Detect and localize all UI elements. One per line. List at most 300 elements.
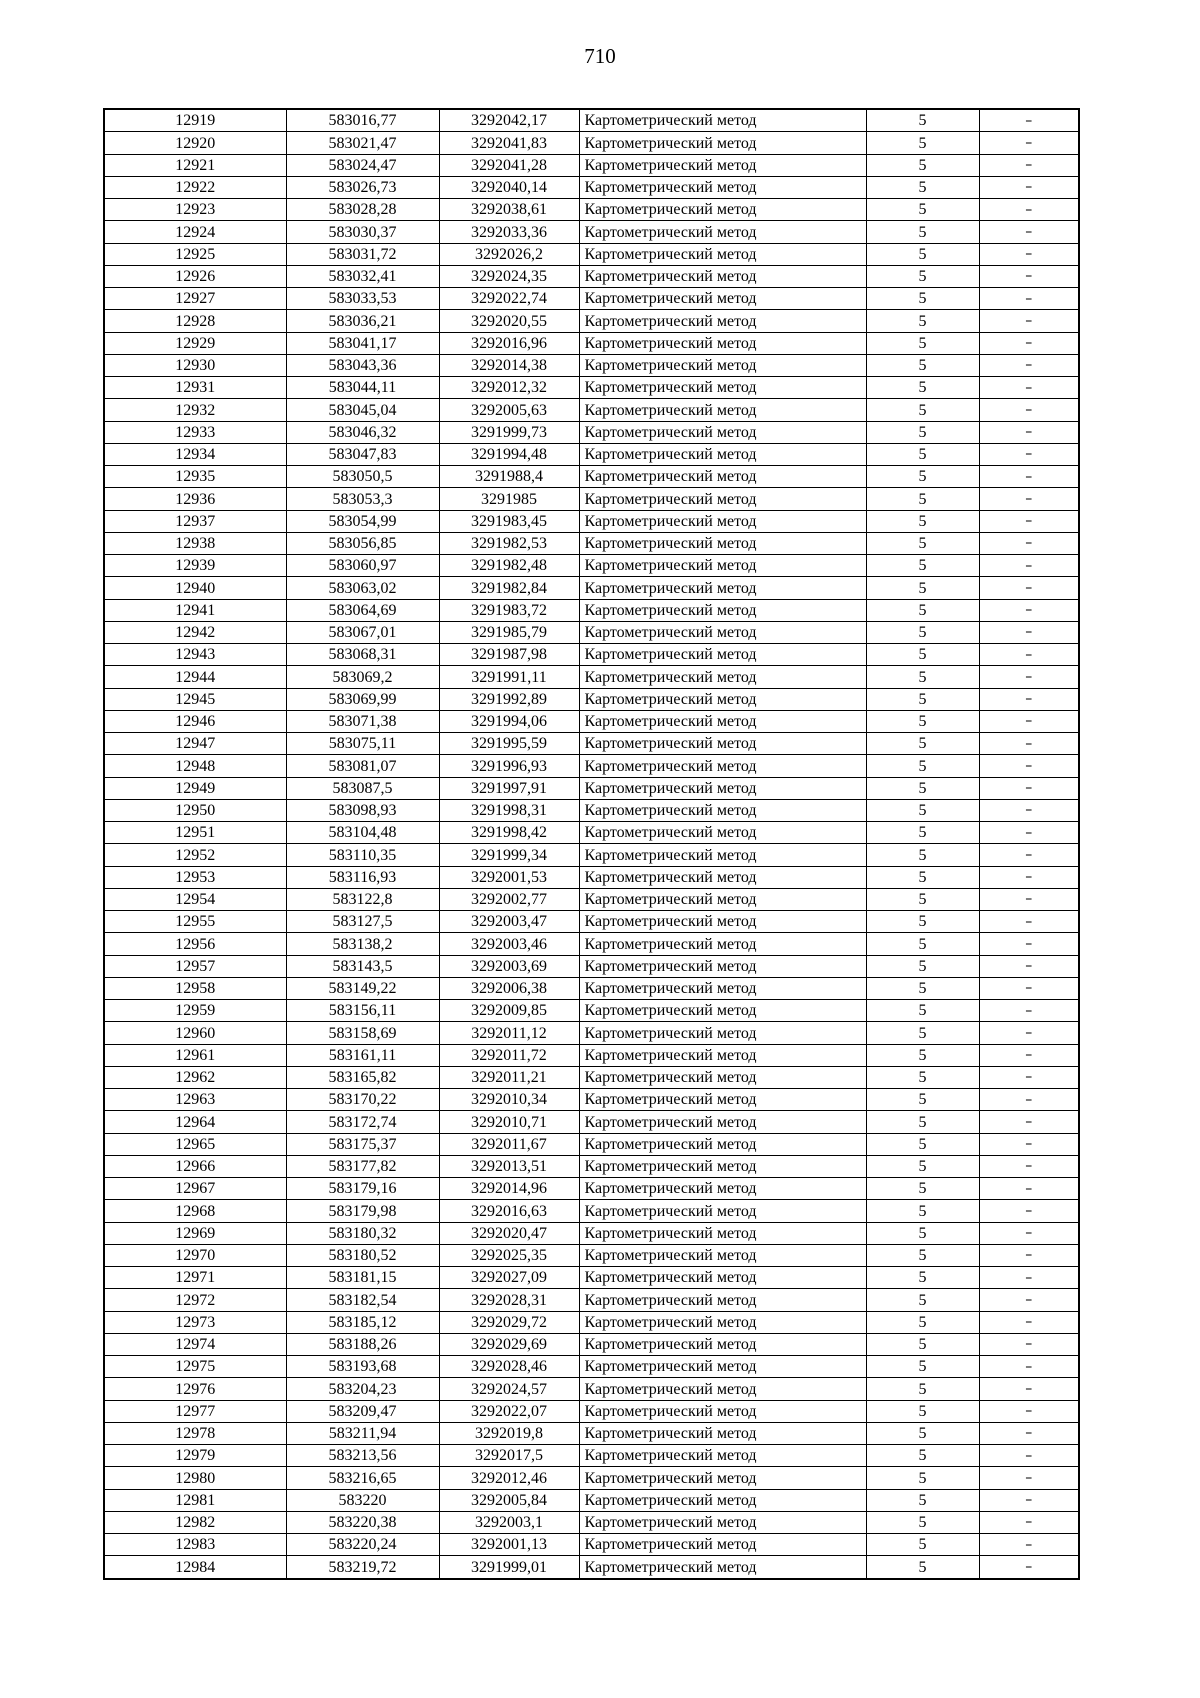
method-cell: Картометрический метод bbox=[579, 888, 866, 910]
method-cell: Картометрический метод bbox=[579, 710, 866, 732]
note-cell: – bbox=[979, 1511, 1079, 1533]
accuracy-cell: 5 bbox=[866, 621, 979, 643]
point-number-cell: 12975 bbox=[104, 1356, 286, 1378]
point-number-cell: 12965 bbox=[104, 1133, 286, 1155]
accuracy-cell: 5 bbox=[866, 1534, 979, 1556]
table-body bbox=[104, 109, 1079, 1579]
method-cell: Картометрический метод bbox=[579, 666, 866, 688]
method-cell: Картометрический метод bbox=[579, 310, 866, 332]
note-cell: – bbox=[979, 1356, 1079, 1378]
method-cell: Картометрический метод bbox=[579, 1089, 866, 1111]
point-number-cell: 12922 bbox=[104, 176, 286, 198]
note-cell: – bbox=[979, 221, 1079, 243]
method-cell: Картометрический метод bbox=[579, 977, 866, 999]
x-coordinate-cell: 583043,36 bbox=[286, 354, 439, 376]
y-coordinate-cell: 3291982,84 bbox=[439, 577, 579, 599]
accuracy-cell: 5 bbox=[866, 1267, 979, 1289]
y-coordinate-cell: 3292011,72 bbox=[439, 1044, 579, 1066]
point-number-cell: 12924 bbox=[104, 221, 286, 243]
accuracy-cell: 5 bbox=[866, 644, 979, 666]
table-row bbox=[104, 1378, 1079, 1400]
table-row bbox=[104, 466, 1079, 488]
note-cell: – bbox=[979, 1200, 1079, 1222]
method-cell: Картометрический метод bbox=[579, 911, 866, 933]
x-coordinate-cell: 583044,11 bbox=[286, 377, 439, 399]
note-cell: – bbox=[979, 1422, 1079, 1444]
accuracy-cell: 5 bbox=[866, 288, 979, 310]
note-cell: – bbox=[979, 666, 1079, 688]
y-coordinate-cell: 3292001,53 bbox=[439, 866, 579, 888]
method-cell: Картометрический метод bbox=[579, 288, 866, 310]
note-cell: – bbox=[979, 577, 1079, 599]
table-row bbox=[104, 844, 1079, 866]
note-cell: – bbox=[979, 555, 1079, 577]
x-coordinate-cell: 583127,5 bbox=[286, 911, 439, 933]
accuracy-cell: 5 bbox=[866, 421, 979, 443]
accuracy-cell: 5 bbox=[866, 844, 979, 866]
note-cell: – bbox=[979, 933, 1079, 955]
page-number: 710 bbox=[584, 44, 616, 68]
note-cell: – bbox=[979, 599, 1079, 621]
point-number-cell: 12981 bbox=[104, 1489, 286, 1511]
x-coordinate-cell: 583177,82 bbox=[286, 1155, 439, 1177]
y-coordinate-cell: 3292005,84 bbox=[439, 1489, 579, 1511]
accuracy-cell: 5 bbox=[866, 1445, 979, 1467]
point-number-cell: 12933 bbox=[104, 421, 286, 443]
note-cell: – bbox=[979, 199, 1079, 221]
accuracy-cell: 5 bbox=[866, 1200, 979, 1222]
table-row bbox=[104, 265, 1079, 287]
point-number-cell: 12923 bbox=[104, 199, 286, 221]
point-number-cell: 12929 bbox=[104, 332, 286, 354]
method-cell: Картометрический метод bbox=[579, 132, 866, 154]
point-number-cell: 12938 bbox=[104, 532, 286, 554]
note-cell: – bbox=[979, 844, 1079, 866]
method-cell: Картометрический метод bbox=[579, 1333, 866, 1355]
table-row bbox=[104, 1467, 1079, 1489]
note-cell: – bbox=[979, 1022, 1079, 1044]
y-coordinate-cell: 3292026,2 bbox=[439, 243, 579, 265]
accuracy-cell: 5 bbox=[866, 310, 979, 332]
table-row bbox=[104, 1178, 1079, 1200]
y-coordinate-cell: 3291994,48 bbox=[439, 443, 579, 465]
accuracy-cell: 5 bbox=[866, 1244, 979, 1266]
y-coordinate-cell: 3292020,55 bbox=[439, 310, 579, 332]
point-number-cell: 12919 bbox=[104, 109, 286, 132]
table-row bbox=[104, 199, 1079, 221]
point-number-cell: 12978 bbox=[104, 1422, 286, 1444]
note-cell: – bbox=[979, 1333, 1079, 1355]
point-number-cell: 12932 bbox=[104, 399, 286, 421]
x-coordinate-cell: 583116,93 bbox=[286, 866, 439, 888]
accuracy-cell: 5 bbox=[866, 1178, 979, 1200]
table-row bbox=[104, 733, 1079, 755]
x-coordinate-cell: 583220 bbox=[286, 1489, 439, 1511]
y-coordinate-cell: 3291983,72 bbox=[439, 599, 579, 621]
point-number-cell: 12934 bbox=[104, 443, 286, 465]
point-number-cell: 12968 bbox=[104, 1200, 286, 1222]
note-cell: – bbox=[979, 243, 1079, 265]
note-cell: – bbox=[979, 955, 1079, 977]
point-number-cell: 12949 bbox=[104, 777, 286, 799]
x-coordinate-cell: 583180,52 bbox=[286, 1244, 439, 1266]
point-number-cell: 12953 bbox=[104, 866, 286, 888]
accuracy-cell: 5 bbox=[866, 1378, 979, 1400]
point-number-cell: 12966 bbox=[104, 1155, 286, 1177]
accuracy-cell: 5 bbox=[866, 221, 979, 243]
accuracy-cell: 5 bbox=[866, 1133, 979, 1155]
note-cell: – bbox=[979, 488, 1079, 510]
x-coordinate-cell: 583060,97 bbox=[286, 555, 439, 577]
y-coordinate-cell: 3292042,17 bbox=[439, 109, 579, 132]
note-cell: – bbox=[979, 777, 1079, 799]
table-row bbox=[104, 288, 1079, 310]
method-cell: Картометрический метод bbox=[579, 1400, 866, 1422]
accuracy-cell: 5 bbox=[866, 933, 979, 955]
note-cell: – bbox=[979, 1311, 1079, 1333]
table-row bbox=[104, 1556, 1079, 1579]
accuracy-cell: 5 bbox=[866, 1289, 979, 1311]
method-cell: Картометрический метод bbox=[579, 1000, 866, 1022]
table-row bbox=[104, 1022, 1079, 1044]
point-number-cell: 12921 bbox=[104, 154, 286, 176]
point-number-cell: 12974 bbox=[104, 1333, 286, 1355]
y-coordinate-cell: 3292024,57 bbox=[439, 1378, 579, 1400]
y-coordinate-cell: 3292017,5 bbox=[439, 1445, 579, 1467]
x-coordinate-cell: 583028,28 bbox=[286, 199, 439, 221]
note-cell: – bbox=[979, 532, 1079, 554]
note-cell: – bbox=[979, 421, 1079, 443]
table-row bbox=[104, 577, 1079, 599]
point-number-cell: 12979 bbox=[104, 1445, 286, 1467]
accuracy-cell: 5 bbox=[866, 1556, 979, 1579]
method-cell: Картометрический метод bbox=[579, 733, 866, 755]
point-number-cell: 12946 bbox=[104, 710, 286, 732]
x-coordinate-cell: 583031,72 bbox=[286, 243, 439, 265]
table-row bbox=[104, 354, 1079, 376]
table-row bbox=[104, 109, 1079, 132]
point-number-cell: 12962 bbox=[104, 1066, 286, 1088]
note-cell: – bbox=[979, 1222, 1079, 1244]
x-coordinate-cell: 583172,74 bbox=[286, 1111, 439, 1133]
accuracy-cell: 5 bbox=[866, 710, 979, 732]
x-coordinate-cell: 583156,11 bbox=[286, 1000, 439, 1022]
accuracy-cell: 5 bbox=[866, 488, 979, 510]
point-number-cell: 12948 bbox=[104, 755, 286, 777]
accuracy-cell: 5 bbox=[866, 755, 979, 777]
table-row bbox=[104, 755, 1079, 777]
x-coordinate-cell: 583050,5 bbox=[286, 466, 439, 488]
method-cell: Картометрический метод bbox=[579, 1422, 866, 1444]
method-cell: Картометрический метод bbox=[579, 1556, 866, 1579]
method-cell: Картометрический метод bbox=[579, 1311, 866, 1333]
table-row bbox=[104, 510, 1079, 532]
point-number-cell: 12930 bbox=[104, 354, 286, 376]
y-coordinate-cell: 3292001,13 bbox=[439, 1534, 579, 1556]
y-coordinate-cell: 3291992,89 bbox=[439, 688, 579, 710]
point-number-cell: 12942 bbox=[104, 621, 286, 643]
accuracy-cell: 5 bbox=[866, 1022, 979, 1044]
table-row bbox=[104, 977, 1079, 999]
note-cell: – bbox=[979, 154, 1079, 176]
table-row bbox=[104, 822, 1079, 844]
method-cell: Картометрический метод bbox=[579, 866, 866, 888]
point-number-cell: 12943 bbox=[104, 644, 286, 666]
point-number-cell: 12945 bbox=[104, 688, 286, 710]
table-row bbox=[104, 888, 1079, 910]
accuracy-cell: 5 bbox=[866, 799, 979, 821]
method-cell: Картометрический метод bbox=[579, 332, 866, 354]
x-coordinate-cell: 583122,8 bbox=[286, 888, 439, 910]
note-cell: – bbox=[979, 911, 1079, 933]
point-number-cell: 12920 bbox=[104, 132, 286, 154]
y-coordinate-cell: 3292012,32 bbox=[439, 377, 579, 399]
table-row bbox=[104, 1333, 1079, 1355]
x-coordinate-cell: 583220,38 bbox=[286, 1511, 439, 1533]
table-row bbox=[104, 310, 1079, 332]
y-coordinate-cell: 3292011,12 bbox=[439, 1022, 579, 1044]
accuracy-cell: 5 bbox=[866, 532, 979, 554]
table-row bbox=[104, 132, 1079, 154]
accuracy-cell: 5 bbox=[866, 332, 979, 354]
accuracy-cell: 5 bbox=[866, 1111, 979, 1133]
y-coordinate-cell: 3291999,73 bbox=[439, 421, 579, 443]
y-coordinate-cell: 3291987,98 bbox=[439, 644, 579, 666]
table-row bbox=[104, 1222, 1079, 1244]
point-number-cell: 12963 bbox=[104, 1089, 286, 1111]
note-cell: – bbox=[979, 466, 1079, 488]
accuracy-cell: 5 bbox=[866, 1155, 979, 1177]
method-cell: Картометрический метод bbox=[579, 644, 866, 666]
x-coordinate-cell: 583143,5 bbox=[286, 955, 439, 977]
table-row bbox=[104, 1400, 1079, 1422]
method-cell: Картометрический метод bbox=[579, 443, 866, 465]
table-row bbox=[104, 332, 1079, 354]
table-row bbox=[104, 644, 1079, 666]
x-coordinate-cell: 583054,99 bbox=[286, 510, 439, 532]
point-number-cell: 12955 bbox=[104, 911, 286, 933]
accuracy-cell: 5 bbox=[866, 866, 979, 888]
accuracy-cell: 5 bbox=[866, 1000, 979, 1022]
y-coordinate-cell: 3291988,4 bbox=[439, 466, 579, 488]
point-number-cell: 12967 bbox=[104, 1178, 286, 1200]
point-number-cell: 12976 bbox=[104, 1378, 286, 1400]
method-cell: Картометрический метод bbox=[579, 799, 866, 821]
x-coordinate-cell: 583170,22 bbox=[286, 1089, 439, 1111]
method-cell: Картометрический метод bbox=[579, 265, 866, 287]
point-number-cell: 12982 bbox=[104, 1511, 286, 1533]
y-coordinate-cell: 3291997,91 bbox=[439, 777, 579, 799]
accuracy-cell: 5 bbox=[866, 1311, 979, 1333]
x-coordinate-cell: 583053,3 bbox=[286, 488, 439, 510]
method-cell: Картометрический метод bbox=[579, 1511, 866, 1533]
x-coordinate-cell: 583185,12 bbox=[286, 1311, 439, 1333]
table-row bbox=[104, 1311, 1079, 1333]
x-coordinate-cell: 583182,54 bbox=[286, 1289, 439, 1311]
method-cell: Картометрический метод bbox=[579, 154, 866, 176]
y-coordinate-cell: 3292005,63 bbox=[439, 399, 579, 421]
table-row bbox=[104, 399, 1079, 421]
note-cell: – bbox=[979, 399, 1079, 421]
accuracy-cell: 5 bbox=[866, 822, 979, 844]
table-row bbox=[104, 599, 1079, 621]
table-row bbox=[104, 1044, 1079, 1066]
table-row bbox=[104, 666, 1079, 688]
x-coordinate-cell: 583165,82 bbox=[286, 1066, 439, 1088]
note-cell: – bbox=[979, 1445, 1079, 1467]
note-cell: – bbox=[979, 710, 1079, 732]
x-coordinate-cell: 583063,02 bbox=[286, 577, 439, 599]
x-coordinate-cell: 583045,04 bbox=[286, 399, 439, 421]
y-coordinate-cell: 3291982,48 bbox=[439, 555, 579, 577]
note-cell: – bbox=[979, 176, 1079, 198]
x-coordinate-cell: 583087,5 bbox=[286, 777, 439, 799]
note-cell: – bbox=[979, 799, 1079, 821]
note-cell: – bbox=[979, 1178, 1079, 1200]
point-number-cell: 12944 bbox=[104, 666, 286, 688]
accuracy-cell: 5 bbox=[866, 132, 979, 154]
y-coordinate-cell: 3292041,28 bbox=[439, 154, 579, 176]
x-coordinate-cell: 583041,17 bbox=[286, 332, 439, 354]
y-coordinate-cell: 3291995,59 bbox=[439, 733, 579, 755]
y-coordinate-cell: 3292016,96 bbox=[439, 332, 579, 354]
table-row bbox=[104, 1422, 1079, 1444]
point-number-cell: 12927 bbox=[104, 288, 286, 310]
x-coordinate-cell: 583180,32 bbox=[286, 1222, 439, 1244]
y-coordinate-cell: 3291999,34 bbox=[439, 844, 579, 866]
y-coordinate-cell: 3292041,83 bbox=[439, 132, 579, 154]
note-cell: – bbox=[979, 888, 1079, 910]
table-row bbox=[104, 1289, 1079, 1311]
x-coordinate-cell: 583075,11 bbox=[286, 733, 439, 755]
note-cell: – bbox=[979, 644, 1079, 666]
x-coordinate-cell: 583030,37 bbox=[286, 221, 439, 243]
y-coordinate-cell: 3292033,36 bbox=[439, 221, 579, 243]
x-coordinate-cell: 583056,85 bbox=[286, 532, 439, 554]
y-coordinate-cell: 3291998,42 bbox=[439, 822, 579, 844]
note-cell: – bbox=[979, 109, 1079, 132]
x-coordinate-cell: 583024,47 bbox=[286, 154, 439, 176]
method-cell: Картометрический метод bbox=[579, 1200, 866, 1222]
accuracy-cell: 5 bbox=[866, 1066, 979, 1088]
method-cell: Картометрический метод bbox=[579, 933, 866, 955]
accuracy-cell: 5 bbox=[866, 1089, 979, 1111]
point-number-cell: 12983 bbox=[104, 1534, 286, 1556]
point-number-cell: 12977 bbox=[104, 1400, 286, 1422]
accuracy-cell: 5 bbox=[866, 399, 979, 421]
x-coordinate-cell: 583033,53 bbox=[286, 288, 439, 310]
note-cell: – bbox=[979, 1400, 1079, 1422]
y-coordinate-cell: 3292010,34 bbox=[439, 1089, 579, 1111]
table-row bbox=[104, 1511, 1079, 1533]
method-cell: Картометрический метод bbox=[579, 199, 866, 221]
y-coordinate-cell: 3291991,11 bbox=[439, 666, 579, 688]
note-cell: – bbox=[979, 1089, 1079, 1111]
x-coordinate-cell: 583216,65 bbox=[286, 1467, 439, 1489]
table-row bbox=[104, 421, 1079, 443]
y-coordinate-cell: 3292029,72 bbox=[439, 1311, 579, 1333]
y-coordinate-cell: 3292016,63 bbox=[439, 1200, 579, 1222]
table-row bbox=[104, 1356, 1079, 1378]
x-coordinate-cell: 583188,26 bbox=[286, 1333, 439, 1355]
method-cell: Картометрический метод bbox=[579, 555, 866, 577]
method-cell: Картометрический метод bbox=[579, 844, 866, 866]
point-number-cell: 12936 bbox=[104, 488, 286, 510]
table-row bbox=[104, 1445, 1079, 1467]
method-cell: Картометрический метод bbox=[579, 176, 866, 198]
point-number-cell: 12950 bbox=[104, 799, 286, 821]
note-cell: – bbox=[979, 733, 1079, 755]
point-number-cell: 12928 bbox=[104, 310, 286, 332]
x-coordinate-cell: 583158,69 bbox=[286, 1022, 439, 1044]
x-coordinate-cell: 583204,23 bbox=[286, 1378, 439, 1400]
method-cell: Картометрический метод bbox=[579, 621, 866, 643]
y-coordinate-cell: 3292027,09 bbox=[439, 1267, 579, 1289]
accuracy-cell: 5 bbox=[866, 1400, 979, 1422]
x-coordinate-cell: 583067,01 bbox=[286, 621, 439, 643]
method-cell: Картометрический метод bbox=[579, 1222, 866, 1244]
x-coordinate-cell: 583161,11 bbox=[286, 1044, 439, 1066]
accuracy-cell: 5 bbox=[866, 1511, 979, 1533]
note-cell: – bbox=[979, 332, 1079, 354]
note-cell: – bbox=[979, 1267, 1079, 1289]
y-coordinate-cell: 3292020,47 bbox=[439, 1222, 579, 1244]
method-cell: Картометрический метод bbox=[579, 1133, 866, 1155]
note-cell: – bbox=[979, 1489, 1079, 1511]
x-coordinate-cell: 583069,2 bbox=[286, 666, 439, 688]
table-row bbox=[104, 710, 1079, 732]
table-row bbox=[104, 1534, 1079, 1556]
table-row bbox=[104, 443, 1079, 465]
point-number-cell: 12984 bbox=[104, 1556, 286, 1579]
method-cell: Картометрический метод bbox=[579, 1534, 866, 1556]
point-number-cell: 12925 bbox=[104, 243, 286, 265]
method-cell: Картометрический метод bbox=[579, 822, 866, 844]
y-coordinate-cell: 3292025,35 bbox=[439, 1244, 579, 1266]
x-coordinate-cell: 583069,99 bbox=[286, 688, 439, 710]
table-row bbox=[104, 555, 1079, 577]
point-number-cell: 12972 bbox=[104, 1289, 286, 1311]
method-cell: Картометрический метод bbox=[579, 466, 866, 488]
method-cell: Картометрический метод bbox=[579, 532, 866, 554]
note-cell: – bbox=[979, 1133, 1079, 1155]
table-row bbox=[104, 243, 1079, 265]
x-coordinate-cell: 583175,37 bbox=[286, 1133, 439, 1155]
accuracy-cell: 5 bbox=[866, 466, 979, 488]
table-row bbox=[104, 866, 1079, 888]
point-number-cell: 12926 bbox=[104, 265, 286, 287]
table-row bbox=[104, 221, 1079, 243]
table-row bbox=[104, 532, 1079, 554]
x-coordinate-cell: 583098,93 bbox=[286, 799, 439, 821]
point-number-cell: 12970 bbox=[104, 1244, 286, 1266]
point-number-cell: 12959 bbox=[104, 1000, 286, 1022]
point-number-cell: 12935 bbox=[104, 466, 286, 488]
y-coordinate-cell: 3292003,46 bbox=[439, 933, 579, 955]
method-cell: Картометрический метод bbox=[579, 1445, 866, 1467]
table-row bbox=[104, 1200, 1079, 1222]
table-row bbox=[104, 1489, 1079, 1511]
table-row bbox=[104, 955, 1079, 977]
accuracy-cell: 5 bbox=[866, 354, 979, 376]
y-coordinate-cell: 3292002,77 bbox=[439, 888, 579, 910]
x-coordinate-cell: 583110,35 bbox=[286, 844, 439, 866]
table-row bbox=[104, 1066, 1079, 1088]
method-cell: Картометрический метод bbox=[579, 599, 866, 621]
table-row bbox=[104, 488, 1079, 510]
accuracy-cell: 5 bbox=[866, 555, 979, 577]
method-cell: Картометрический метод bbox=[579, 688, 866, 710]
